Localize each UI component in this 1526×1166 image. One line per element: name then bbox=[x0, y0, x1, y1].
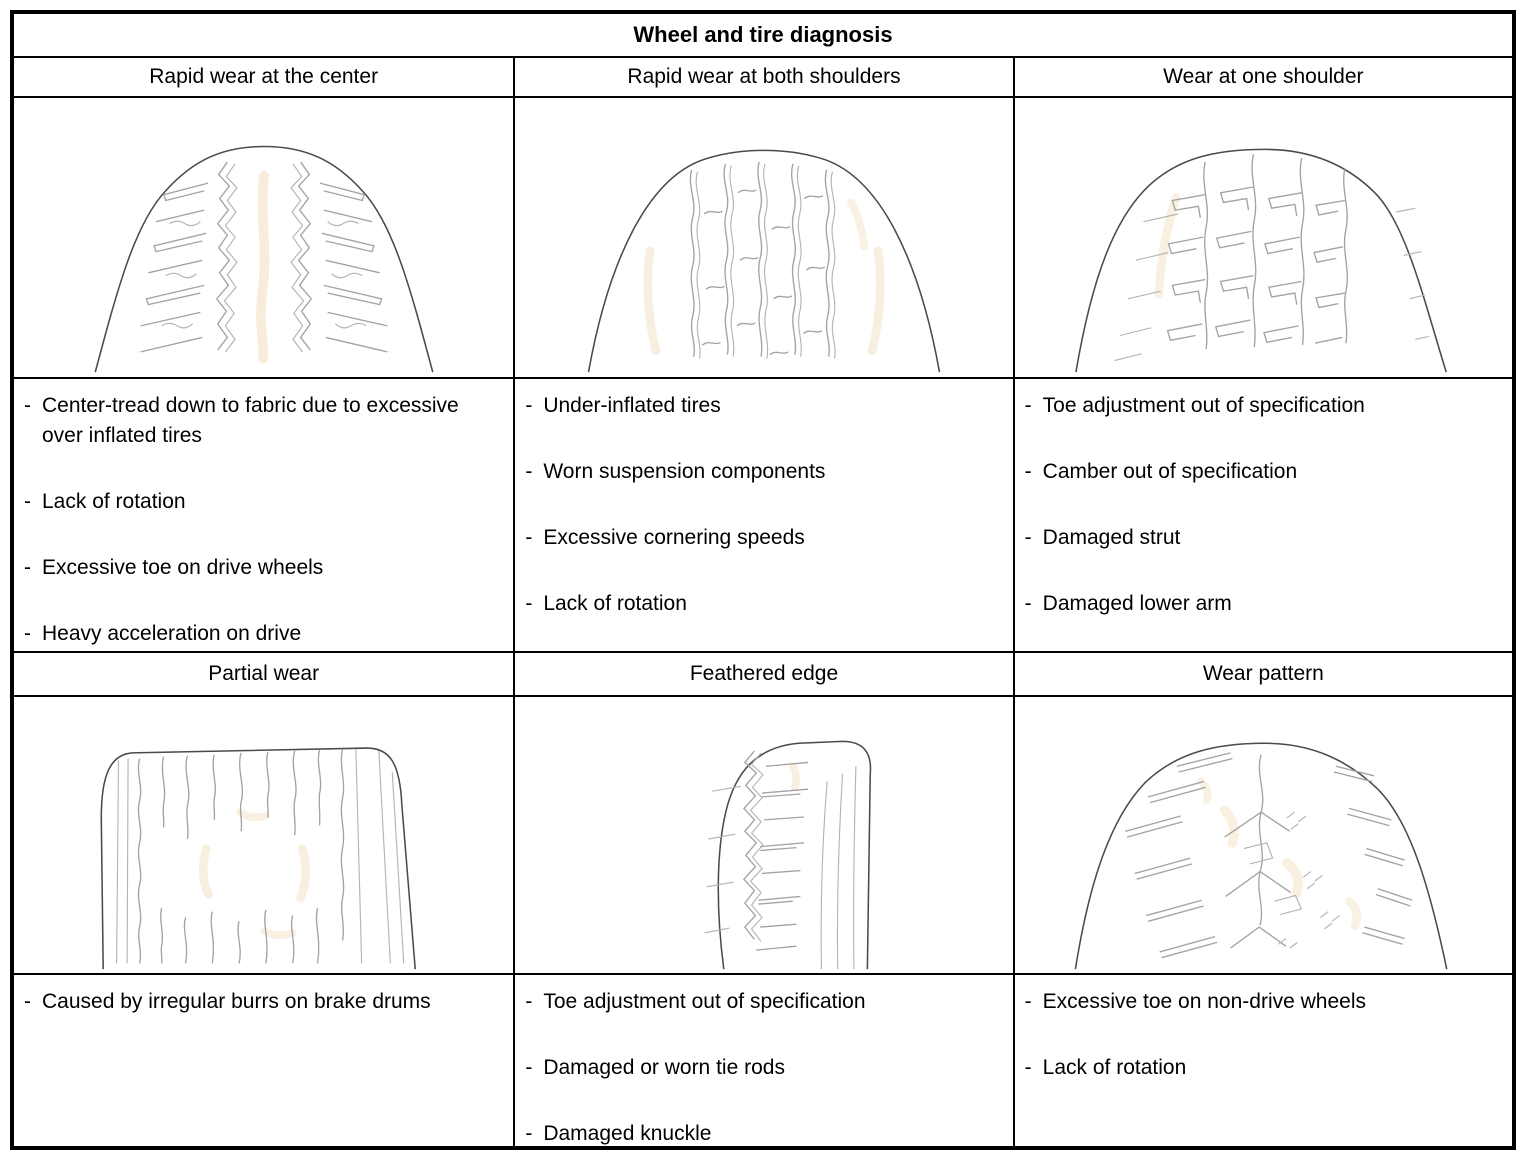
bullet-dash: - bbox=[24, 556, 31, 579]
page-title: Wheel and tire diagnosis bbox=[633, 22, 893, 47]
list-item: - Camber out of specification bbox=[1025, 457, 1500, 487]
list-item: - Caused by irregular burrs on brake drums bbox=[24, 987, 501, 1017]
bullet-dash: - bbox=[1024, 526, 1032, 549]
list-item: - Lack of rotation bbox=[24, 487, 501, 517]
causes-cell-wear-pattern bbox=[1013, 975, 1512, 1146]
header-row-2 bbox=[14, 653, 1512, 697]
list-item: - Worn suspension components bbox=[525, 457, 1000, 487]
illustration-row-2 bbox=[14, 697, 1512, 975]
bullet-dash: - bbox=[1024, 460, 1032, 483]
causes-cell-shoulders-wear bbox=[513, 379, 1012, 651]
bullet-dash: - bbox=[24, 394, 31, 417]
list-item: - Damaged or worn tie rods bbox=[525, 1053, 1000, 1083]
tire-feathered-edge-illustration bbox=[614, 705, 914, 973]
tire-partial-wear-illustration bbox=[54, 705, 474, 973]
bullet-dash: - bbox=[24, 622, 31, 645]
list-item: - Lack of rotation bbox=[525, 589, 1000, 619]
bullet-dash: - bbox=[525, 394, 533, 417]
list-item: - Center-tread down to fabric due to excessive over inflated tires bbox=[24, 391, 501, 451]
bullet-dash: - bbox=[525, 990, 533, 1013]
tire-wear-pattern-illustration bbox=[1053, 705, 1473, 973]
bullet-dash: - bbox=[525, 1056, 533, 1079]
causes-cell-feathered-edge bbox=[513, 975, 1012, 1146]
illustration-cell-shoulders-wear bbox=[513, 98, 1012, 377]
bullet-dash: - bbox=[24, 990, 31, 1013]
bullet-dash: - bbox=[1024, 394, 1032, 417]
illustration-cell-one-shoulder-wear bbox=[1013, 98, 1512, 377]
header-rapid-wear-shoulders: Rapid wear at both shoulders bbox=[513, 58, 1012, 96]
diagnosis-table bbox=[10, 10, 1516, 1150]
list-item: - Damaged lower arm bbox=[1025, 589, 1500, 619]
list-item: - Damaged knuckle bbox=[525, 1119, 1000, 1146]
illustration-row-1 bbox=[14, 98, 1512, 379]
illustration-cell-center-wear bbox=[14, 98, 513, 377]
list-item: - Lack of rotation bbox=[1025, 1053, 1500, 1083]
list-item: - Heavy acceleration on drive bbox=[24, 619, 501, 649]
bullet-dash: - bbox=[525, 526, 533, 549]
title-row bbox=[14, 14, 1512, 58]
list-item: - Damaged strut bbox=[1025, 523, 1500, 553]
causes-cell-partial-wear bbox=[14, 975, 513, 1146]
causes-row-1 bbox=[14, 379, 1512, 653]
header-row-1 bbox=[14, 58, 1512, 98]
list-item: - Under-inflated tires bbox=[525, 391, 1000, 421]
list-item: - Excessive cornering speeds bbox=[525, 523, 1000, 553]
illustration-cell-partial-wear bbox=[14, 697, 513, 973]
list-item: - Toe adjustment out of specification bbox=[1025, 391, 1500, 421]
bullet-dash: - bbox=[1024, 592, 1032, 615]
causes-row-2 bbox=[14, 975, 1512, 1146]
bullet-dash: - bbox=[24, 490, 31, 513]
header-rapid-wear-center: Rapid wear at the center bbox=[149, 65, 379, 88]
illustration-cell-wear-pattern bbox=[1013, 697, 1512, 973]
header-feathered-edge: Feathered edge bbox=[513, 653, 1012, 695]
tire-center-wear-illustration bbox=[54, 106, 474, 376]
list-item: - Excessive toe on non-drive wheels bbox=[1025, 987, 1500, 1017]
header-wear-pattern: Wear pattern bbox=[1013, 653, 1512, 695]
bullet-dash: - bbox=[525, 460, 533, 483]
tire-both-shoulders-wear-illustration bbox=[554, 106, 974, 376]
bullet-dash: - bbox=[525, 1122, 533, 1145]
bullet-dash: - bbox=[525, 592, 533, 615]
header-wear-one-shoulder: Wear at one shoulder bbox=[1013, 58, 1512, 96]
tire-one-shoulder-wear-illustration bbox=[1053, 106, 1473, 376]
illustration-cell-feathered-edge bbox=[513, 697, 1012, 973]
list-item: - Toe adjustment out of specification bbox=[525, 987, 1000, 1017]
bullet-dash: - bbox=[1024, 1056, 1032, 1079]
causes-cell-center-wear bbox=[14, 379, 513, 651]
causes-cell-one-shoulder-wear bbox=[1013, 379, 1512, 651]
bullet-dash: - bbox=[1024, 990, 1032, 1013]
list-item: - Excessive toe on drive wheels bbox=[24, 553, 501, 583]
header-partial-wear: Partial wear bbox=[208, 662, 320, 685]
